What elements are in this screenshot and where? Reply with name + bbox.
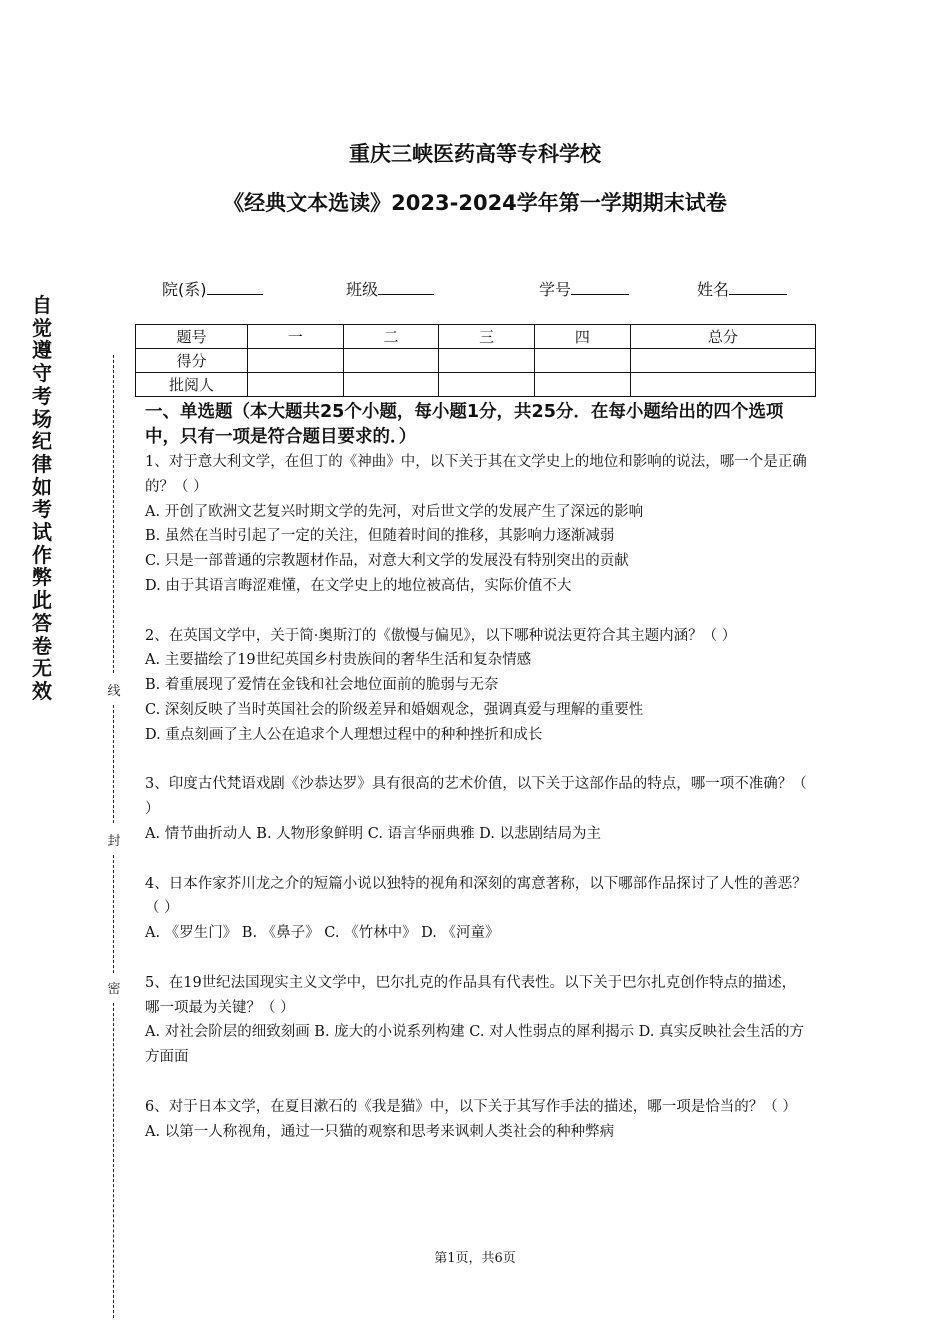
score-table [135, 324, 816, 397]
score-cell [439, 349, 535, 373]
grader-cell [535, 373, 631, 397]
option-a[interactable]: A. 开创了欧洲文艺复兴时期文学的先河，对后世文学的发展产生了深远的影响 [145, 503, 644, 520]
score-header-cell: 一 [248, 325, 344, 349]
class-blank[interactable] [378, 280, 434, 295]
grader-cell [630, 373, 815, 397]
options-line[interactable]: A. 情节曲折动人 B. 人物形象鲜明 C. 语言华丽典雅 D. 以悲剧结局为主 [145, 825, 602, 842]
score-table-header-row [136, 325, 816, 349]
question-content [145, 400, 810, 1144]
score-header-cell: 四 [535, 325, 631, 349]
score-row-label: 得分 [136, 349, 248, 373]
exam-title: 《经典文本选读》2023-2024学年第一学期期末试卷 [223, 191, 727, 215]
school-title: 重庆三峡医药高等专科学校 [349, 142, 601, 166]
question-stem: 1、对于意大利文学，在但丁的《神曲》中，以下关于其在文学史上的地位和影响的说法，哪一个是正确的？（ ） [145, 454, 807, 495]
section-heading: 一、单选题（本大题共25个小题，每小题1分，共25分．在每小题给出的四个选项中，只有一项是符合题目要求的．） [145, 402, 784, 447]
question-stem: 4、日本作家芥川龙之介的短篇小说以独特的视角和深刻的寓意著称，以下哪部作品探讨了人性的善恶？（ ） [145, 875, 807, 917]
class-field [346, 277, 434, 300]
option-b[interactable]: B. 着重展现了爱情在金钱和社会地位面前的脆弱与无奈 [145, 677, 499, 694]
student-id-blank[interactable] [571, 280, 629, 295]
option-b[interactable]: B. 虽然在当时引起了一定的关注，但随着时间的推移，其影响力逐渐减弱 [145, 528, 615, 545]
binding-label-secret: 密 [107, 982, 121, 997]
option-a[interactable]: A. 以第一人称视角，通过一只猫的观察和思考来讽刺人类社会的种种弊病 [145, 1123, 615, 1140]
option-c[interactable]: C. 深刻反映了当时英国社会的阶级差异和婚姻观念，强调真爱与理解的重要性 [145, 701, 644, 718]
options-line[interactable]: A. 对社会阶层的细致刻画 B. 庞大的小说系列构建 C. 对人性弱点的犀利揭示 D. 真实反映社会生活的方方面面 [145, 1024, 805, 1066]
score-header-cell: 三 [439, 325, 535, 349]
score-row [136, 349, 816, 373]
name-blank[interactable] [729, 280, 787, 295]
binding-dashed-line [113, 855, 114, 973]
binding-dashed-line [113, 1003, 114, 1318]
binding-label-seal: 封 [107, 834, 121, 849]
question-1 [145, 450, 810, 599]
score-header-cell: 总分 [630, 325, 815, 349]
student-id-label: 学号 [539, 280, 572, 299]
score-header-cell: 二 [343, 325, 439, 349]
department-blank[interactable] [207, 280, 263, 295]
class-label: 班级 [346, 280, 379, 299]
question-5 [145, 971, 810, 1070]
question-stem: 6、对于日本文学，在夏目漱石的《我是猫》中，以下关于其写作手法的描述，哪一项是恰当的？（ ） [145, 1098, 797, 1115]
binding-dashed-line [113, 355, 114, 673]
grader-row [136, 373, 816, 397]
question-stem: 5、在19世纪法国现实主义文学中，巴尔扎克的作品具有代表性。以下关于巴尔扎克创作特点的描述，哪一项最为关键？（ ） [145, 974, 797, 1016]
option-d[interactable]: D. 重点刻画了主人公在追求个人理想过程中的种种挫折和成长 [145, 726, 543, 743]
grader-cell [248, 373, 344, 397]
question-stem: 2、在英国文学中，关于简·奥斯汀的《傲慢与偏见》，以下哪种说法更符合其主题内涵？（ ） [145, 627, 737, 644]
option-a[interactable]: A. 主要描绘了19世纪英国乡村贵族间的奢华生活和复杂情感 [145, 652, 532, 669]
grader-row-label: 批阅人 [136, 373, 248, 397]
option-c[interactable]: C. 只是一部普通的宗教题材作品，对意大利文学的发展没有特别突出的贡献 [145, 553, 629, 570]
score-cell [535, 349, 631, 373]
binding-dashed-line [113, 705, 114, 823]
question-2 [145, 624, 810, 748]
binding-label-line: 线 [107, 684, 121, 699]
score-cell [343, 349, 439, 373]
score-cell [248, 349, 344, 373]
option-d[interactable]: D. 由于其语言晦涩难懂，在文学史上的地位被高估，实际价值不大 [145, 577, 572, 594]
grader-cell [439, 373, 535, 397]
exam-discipline-notice: 自觉遵守考场纪律如考试作弊此答卷无效 [32, 293, 52, 703]
student-id-field [539, 277, 629, 300]
score-cell [630, 349, 815, 373]
question-3 [145, 772, 810, 846]
score-header-cell: 题号 [136, 325, 248, 349]
department-label: 院(系) [162, 280, 207, 299]
question-6 [145, 1095, 810, 1145]
page-footer: 第1页，共6页 [434, 1251, 516, 1266]
question-stem: 3、印度古代梵语戏剧《沙恭达罗》具有很高的艺术价值，以下关于这部作品的特点，哪一项不准确？（ ） [145, 776, 807, 818]
department-field [162, 277, 263, 300]
options-line[interactable]: A. 《罗生门》 B. 《鼻子》 C. 《竹林中》 D. 《河童》 [145, 925, 500, 942]
name-field [697, 277, 787, 300]
question-4 [145, 872, 810, 946]
name-label: 姓名 [697, 280, 730, 299]
grader-cell [343, 373, 439, 397]
